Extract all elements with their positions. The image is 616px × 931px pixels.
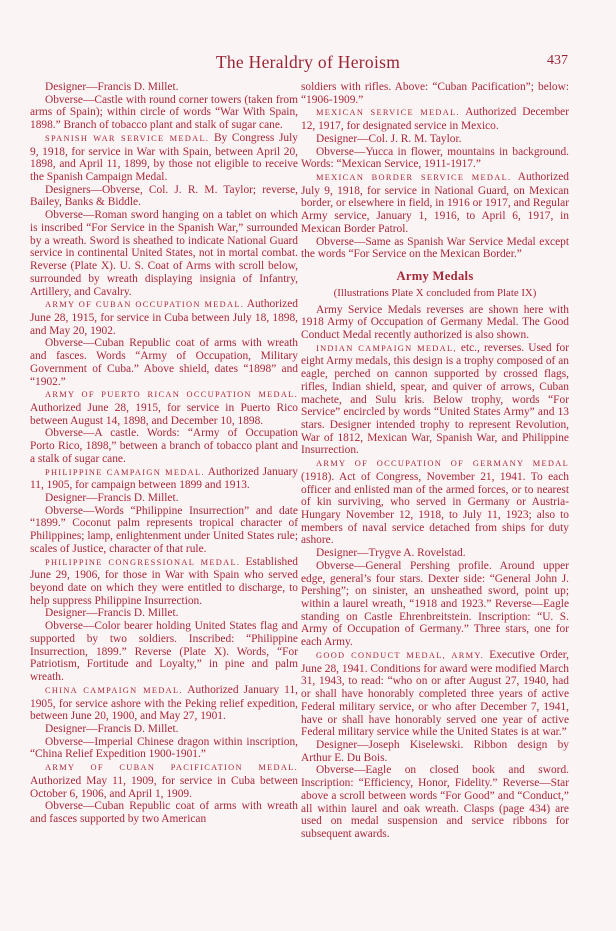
- paragraph-text: Authorized May 11, 1909, for service in Cuba between October 6, 1906, and April 1, 1909.: [30, 774, 298, 800]
- paragraph-text: etc., reverses. Used for eight Army medals, this design is a trophy composed of an eagle, perched on cannon supported by crossed flags, rifles, Indian shield, spear, and quiver of arrows, Cuban machete, and Sulu kris. Below trophy, words “For Service” encircled by words “United States Army” and 13 stars. Designer intended trophy to represent Revolution, War of 1812, Mexican War, Spanish War, and Philippine Insurrection.: [301, 341, 569, 457]
- paragraph: [301, 739, 569, 764]
- paragraph: [30, 556, 298, 608]
- paragraph: [30, 466, 298, 492]
- paragraph: [30, 684, 298, 723]
- paragraph-text: Designer—Francis D. Millet.: [45, 722, 179, 735]
- paragraph-text: Obverse—Same as Spanish War Service Medal except the words “For Service on the Mexican Border.”: [301, 235, 569, 261]
- medal-name: MEXICAN SERVICE MEDAL.: [316, 108, 460, 118]
- right-column: [301, 81, 569, 841]
- paragraph: [30, 94, 298, 132]
- paragraph-text: Army Service Medals reverses are shown here with 1918 Army of Occupation of Germany Medal. The Good Conduct Medal recently authorized is also shown.: [301, 303, 569, 341]
- right-column-bottom: [301, 304, 569, 841]
- paragraph-text: Obverse—Castle with round corner towers (taken from arms of Spain); within circle of words “War With Spain, 1898.” Branch of tobacco plant and stalk of sugar cane.: [30, 93, 298, 132]
- paragraph-text: Obverse—Words “Philippine Insurrection” and date “1899.” Coconut palm represents tropical character of Philippines; lamp, enlightenment under United States rule; scales of Justice, character of that rule.: [30, 504, 298, 555]
- paragraph-text: Authorized December 12, 1917, for designated service in Mexico.: [301, 106, 570, 133]
- medal-name: CHINA CAMPAIGN MEDAL.: [45, 685, 183, 695]
- paragraph-text: Designer—Trygve A. Rovelstad.: [316, 547, 466, 560]
- medal-name: MEXICAN BORDER SERVICE MEDAL.: [316, 173, 512, 183]
- paragraph: [301, 649, 569, 739]
- paragraph: [30, 184, 298, 209]
- medal-name: INDIAN CAMPAIGN MEDAL,: [316, 343, 457, 353]
- medal-name: SPANISH WAR SERVICE MEDAL.: [45, 133, 210, 143]
- left-column: [30, 81, 298, 826]
- paragraph-text: Obverse—General Pershing profile. Around upper edge, general’s four stars. Dexter side: “General John J. Pershing”; on sinister, an unsheathed sword, point up; within a laurel wreath, “1918 and 1923.” Reverse—Eagle standing on Castle Ehrenbreitstein. Inscription: “U. S. Army of Occupation of Germany.” Three stars, one for each Army.: [301, 559, 569, 649]
- medal-name: PHILIPPINE CONGRESSIONAL MEDAL.: [45, 557, 241, 567]
- paragraph-text: Designer—Francis D. Millet.: [45, 607, 179, 620]
- paragraph-text: Authorized January 11, 1905, for campaign between 1899 and 1913.: [30, 465, 298, 492]
- paragraph-text: By Congress July 9, 1918, for service in War with Spain, between April 20, 1898, and April 11, 1899, by those not eligible to receive the Spanish Campaign Medal.: [30, 131, 298, 184]
- paragraph: [301, 146, 569, 171]
- paragraph: [30, 427, 298, 465]
- section-heading: Army Medals: [396, 269, 474, 284]
- medal-name: ARMY OF OCCUPATION OF GERMANY MEDAL: [316, 459, 569, 469]
- paragraph: [301, 106, 569, 132]
- paragraph-text: Obverse—Color bearer holding United States flag and supported by two soldiers. Inscribed: “Philippine Insurrection, 1899.” Reverse (Plate X). Words, “For Patriotism, Fortitude and Loyalty,” in pine and palm wreath.: [30, 620, 298, 684]
- paragraph-text: Obverse—Imperial Chinese dragon within inscription, “China Relief Expedition 1900-1901.”: [30, 735, 298, 761]
- paragraph: [301, 547, 569, 560]
- paragraph-text: soldiers with rifles. Above: “Cuban Pacification”; below: “1906-1909.”: [301, 81, 569, 106]
- running-title: The Heraldry of Heroism: [215, 52, 401, 72]
- medal-name: ARMY OF CUBAN PACIFICATION MEDAL.: [45, 763, 298, 773]
- medal-name: GOOD CONDUCT MEDAL, ARMY.: [316, 650, 485, 660]
- paragraph-text: Designers—Obverse, Col. J. R. M. Taylor; reverse, Bailey, Banks & Biddle.: [30, 183, 298, 209]
- section-subheading: (Illustrations Plate X concluded from Plate IX): [333, 286, 537, 299]
- paragraph: [301, 457, 569, 547]
- right-column-top: [301, 81, 569, 261]
- paragraph: [301, 236, 569, 261]
- paragraph: [30, 723, 298, 736]
- paragraph-text: Obverse—Eagle on closed book and sword. Inscription: “Efficiency, Honor, Fidelity.” Reverse—Star above a scroll between words “For Good” and “Conduct,” all within laurel and oak wreath. Clasps (page 434) are used on medal suspension and service ribbons for subsequent awards.: [301, 764, 569, 840]
- paragraph-text: Obverse—Cuban Republic coat of arms with wreath and fasces. Words “Army of Occupation, Military Government of Cuba.” Above shield, dates “1898” and “1902.”: [30, 337, 298, 388]
- paragraph: [30, 620, 298, 684]
- paragraph-text: Designer—Francis D. Millet.: [45, 492, 179, 504]
- paragraph: [30, 505, 298, 556]
- paragraph-text: Executive Order, June 28, 1941. Conditions for award were modified March 31, 1943, to read: “who on or after August 27, 1940, had or shall have honorably completed three years of active Federal military service, or who after December 7, 1941, have or shall have honorably served one year of active Federal military service while the United States is at war.”: [301, 648, 569, 739]
- paragraph-text: Authorized June 28, 1915, for service in Cuba between July 18, 1898, and May 20, 1902.: [30, 298, 298, 337]
- paragraph: [301, 171, 569, 236]
- page-number: 437: [547, 53, 568, 68]
- paragraph-text: Authorized January 11, 1905, for service ashore with the Peking relief expedition, between June 20, 1900, and May 27, 1901.: [30, 683, 298, 723]
- paragraph: [30, 800, 298, 825]
- paragraph: [30, 209, 298, 298]
- paragraph-text: Obverse—A castle. Words: “Army of Occupation Porto Rico, 1898,” between a branch of tobacco plant and a stalk of sugar cane.: [30, 427, 298, 465]
- medal-name: PHILIPPINE CAMPAIGN MEDAL.: [45, 467, 205, 477]
- paragraph-text: Obverse—Roman sword hanging on a tablet on which is inscribed “For Service in the Spanish War,” surrounded by a wreath. Sword is sheathed to indicate National Guard service in continental United States, not in mortal combat. Reverse (Plate X). U. S. Coat of Arms with scroll below, surrounded by wreath displaying insignia of Infantry, Artillery, and Cavalry.: [30, 209, 298, 298]
- paragraph-text: Designer—Joseph Kiselewski. Ribbon design by Arthur E. Du Bois.: [301, 738, 569, 764]
- paragraph: [301, 764, 569, 840]
- paragraph-text: Established June 29, 1906, for those in War with Spain who served beyond date on which they were entitled to discharge, to help suppress Philippine Insurrection.: [30, 555, 298, 607]
- paragraph: [30, 736, 298, 761]
- paragraph-text: Authorized July 9, 1918, for service in National Guard, on Mexican border, or elsewhere in field, in 1916 or 1917, and Regular Army service, January 1, 1916, to April 6, 1917, in Mexican Border Patrol.: [301, 171, 569, 235]
- paragraph-text: Designer—Col. J. R. M. Taylor.: [316, 132, 462, 145]
- paragraph-text: Obverse—Cuban Republic coat of arms with wreath and fasces supported by two American: [30, 800, 298, 825]
- paragraph-text: Obverse—Yucca in flower, mountains in background. Words: “Mexican Service, 1911-1917.”: [301, 145, 569, 171]
- paragraph: [30, 607, 298, 620]
- paragraph: [30, 337, 298, 388]
- paragraph: [301, 81, 569, 106]
- paragraph: [30, 388, 298, 427]
- paragraph: [30, 492, 298, 505]
- paragraph: [301, 304, 569, 342]
- paragraph: [30, 132, 298, 184]
- paragraph: [30, 298, 298, 337]
- paragraph-text: Authorized June 28, 1915, for service in Puerto Rico between August 14, 1898, and December 10, 1898.: [30, 401, 298, 427]
- paragraph: [301, 560, 569, 649]
- paragraph-text: Designer—Francis D. Millet.: [45, 81, 179, 93]
- medal-name: ARMY OF CUBAN OCCUPATION MEDAL.: [45, 300, 245, 310]
- paragraph-text: (1918). Act of Congress, November 21, 1941. To each officer and enlisted man of the armed forces, or to nearest of kin surviving, who served in Germany or Austria-Hungary November 12, 1918, to July 11, 1923; also to members of naval service detached from ships for duty ashore.: [301, 470, 569, 547]
- medal-name: ARMY OF PUERTO RICAN OCCUPATION MEDAL.: [45, 390, 298, 400]
- paragraph: [30, 761, 298, 800]
- paragraph: [301, 133, 569, 146]
- paragraph: [30, 81, 298, 94]
- paragraph: [301, 342, 569, 457]
